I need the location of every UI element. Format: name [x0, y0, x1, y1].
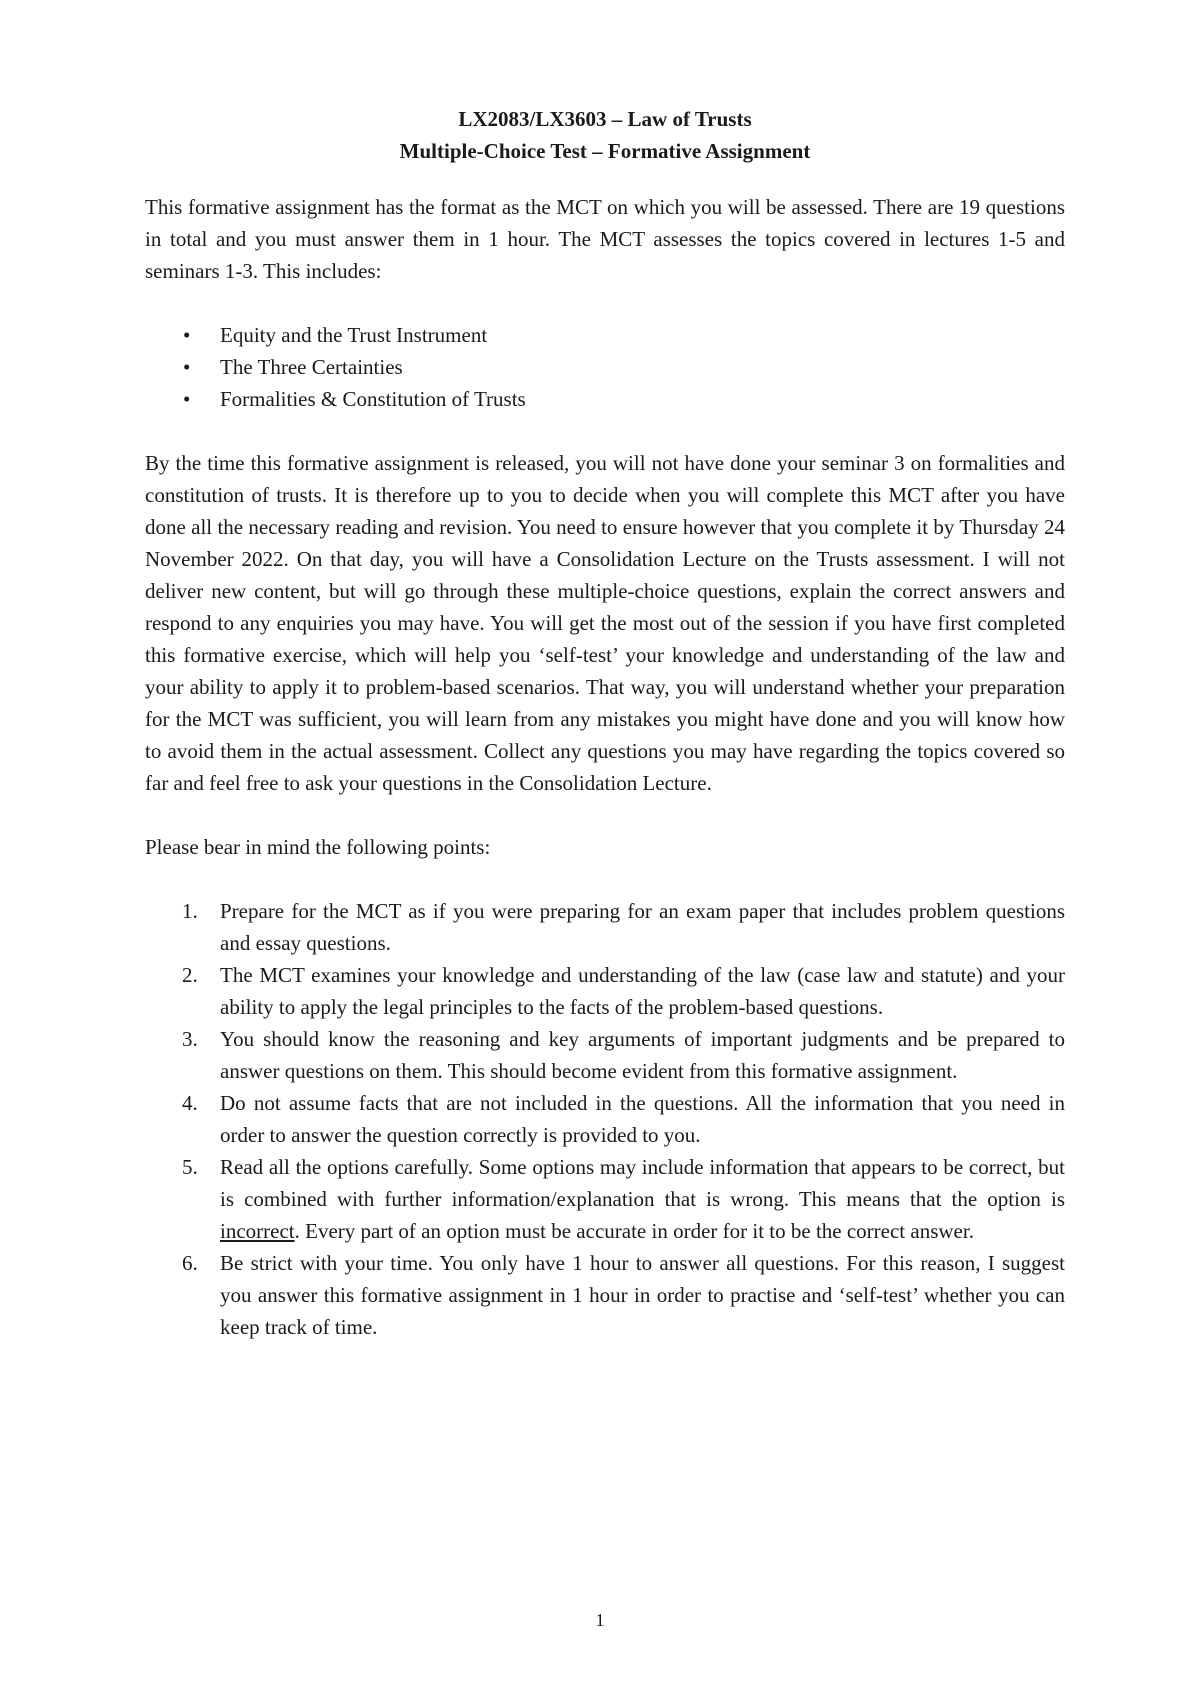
point-item	[145, 1087, 1065, 1151]
point-number: 6.	[182, 1251, 198, 1275]
point-text-after: . Every part of an option must be accurate in order for it to be the correct answer.	[294, 1219, 974, 1243]
page-number: 1	[595, 1610, 605, 1630]
topics-list	[145, 319, 1065, 415]
point-item	[145, 1151, 1065, 1247]
point-item	[145, 895, 1065, 959]
points-list	[145, 895, 1065, 1343]
point-text-before: Read all the options carefully. Some options may include information that appears to be correct, but is combined with further information/explanation that is wrong. This means that the option is	[220, 1155, 1065, 1211]
topic-item: • The Three Certainties	[145, 351, 1065, 383]
point-text: Do not assume facts that are not included in the questions. All the information that you need in order to answer the question correctly is provided to you.	[220, 1091, 1065, 1147]
assignment-subtitle: Multiple-Choice Test – Formative Assignment	[399, 139, 811, 163]
course-title: LX2083/LX3603 – Law of Trusts	[458, 107, 752, 131]
intro-paragraph: This formative assignment has the format as the MCT on which you will be assessed. There are 19 questions in total and you must answer them in 1 hour. The MCT assesses the topics covered in lectures 1-5 and seminars 1-3. This includes:	[145, 195, 1065, 283]
point-number: 3.	[182, 1027, 198, 1051]
title-block	[145, 103, 1065, 167]
point-number: 5.	[182, 1155, 198, 1179]
topic-item: • Equity and the Trust Instrument	[145, 319, 1065, 351]
point-text: Be strict with your time. You only have 1 hour to answer all questions. For this reason, I suggest you answer this formative assignment in 1 hour in order to practise and ‘self-test’ whether you can keep track of time.	[220, 1251, 1065, 1339]
topic-item: • Formalities & Constitution of Trusts	[145, 383, 1065, 415]
point-item	[145, 959, 1065, 1023]
point-number: 1.	[182, 899, 198, 923]
point-item	[145, 1023, 1065, 1087]
point-text: You should know the reasoning and key arguments of important judgments and be prepared to answer questions on them. This should become evident from this formative assignment.	[220, 1027, 1065, 1083]
points-intro: Please bear in mind the following points:	[145, 835, 491, 859]
point-text: The MCT examines your knowledge and understanding of the law (case law and statute) and your ability to apply the legal principles to the facts of the problem-based questions.	[220, 963, 1065, 1019]
point-item	[145, 1247, 1065, 1343]
body-paragraph: By the time this formative assignment is released, you will not have done your seminar 3 on formalities and constitution of trusts. It is therefore up to you to decide when you will complete this MCT after you have done all the necessary reading and revision. You need to ensure however that you complete it by Thursday 24 November 2022. On that day, you will have a Consolidation Lecture on the Trusts assessment. I will not deliver new content, but will go through these multiple-choice questions, explain the correct answers and respond to any enquiries you may have. You will get the most out of the session if you have first completed this formative exercise, which will help you ‘self-test’ your knowledge and understanding of the law and your ability to apply it to problem-based scenarios. That way, you will understand whether your preparation for the MCT was sufficient, you will learn from any mistakes you might have done and you will know how to avoid them in the actual assessment. Collect any questions you may have regarding the topics covered so far and feel free to ask your questions in the Consolidation Lecture.	[145, 451, 1065, 795]
point-number: 4.	[182, 1091, 198, 1115]
point-text: Prepare for the MCT as if you were preparing for an exam paper that includes problem questions and essay questions.	[220, 899, 1065, 955]
document-content	[145, 103, 1065, 1343]
point-number: 2.	[182, 963, 198, 987]
underlined-word: incorrect	[220, 1219, 295, 1243]
